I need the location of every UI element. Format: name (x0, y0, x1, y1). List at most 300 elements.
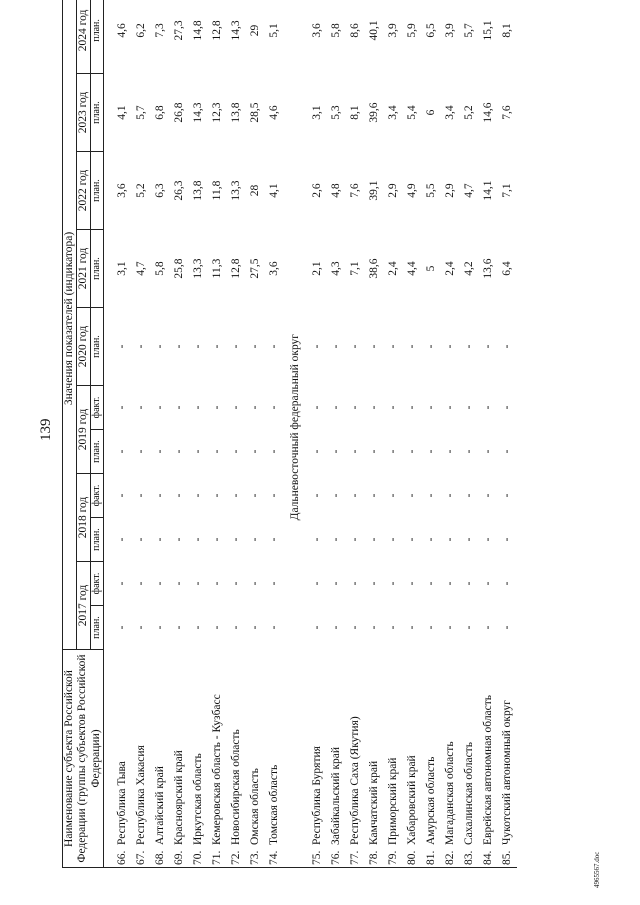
row-number: 78. (367, 850, 380, 865)
value-cell: - (210, 449, 223, 454)
value-cell: 2,1 (310, 261, 323, 276)
value-cell: - (191, 493, 204, 498)
plan-subheader: план. (91, 308, 104, 386)
value-cell: - (348, 625, 361, 630)
value-cell: 4,7 (462, 183, 475, 198)
value-cell: - (329, 625, 342, 630)
value-cell: - (310, 625, 323, 630)
value-cell: - (405, 405, 418, 410)
region-cell (151, 650, 170, 868)
row-number: 79. (386, 850, 399, 865)
region-name: Алтайский край (153, 766, 166, 845)
year-header-2017: 2017 год (77, 562, 91, 650)
value-cell: - (367, 537, 380, 542)
value-cell: - (405, 625, 418, 630)
value-cell: - (115, 625, 128, 630)
value-cell: - (191, 581, 204, 586)
value-cell: 5,9 (405, 23, 418, 38)
value-cell: - (424, 405, 437, 410)
row-number: 76. (329, 850, 342, 865)
value-cell: 4,6 (115, 23, 128, 38)
value-cell: - (329, 537, 342, 542)
value-cell: - (191, 405, 204, 410)
value-cell: 14,3 (191, 102, 204, 123)
value-cell: 5,3 (329, 105, 342, 120)
value-cell: - (210, 581, 223, 586)
value-cell: - (386, 449, 399, 454)
value-cell: 3,1 (310, 105, 323, 120)
value-cell: - (191, 344, 204, 349)
region-name: Хабаровский край (405, 755, 418, 845)
value-cell: 27,3 (172, 20, 185, 41)
region-cell (365, 650, 384, 868)
region-name: Томская область (267, 764, 280, 845)
value-cell: - (367, 449, 380, 454)
value-cell: 5,2 (134, 183, 147, 198)
value-cell: 3,1 (115, 261, 128, 276)
row-number: 69. (172, 850, 185, 865)
region-name: Республика Хакасия (134, 745, 147, 845)
value-cell: 5,4 (405, 105, 418, 120)
value-cell: - (153, 625, 166, 630)
row-number: 72. (229, 850, 242, 865)
spacer-row (103, 0, 113, 868)
year-header-2022: 2022 год (77, 152, 91, 230)
value-cell: - (367, 581, 380, 586)
row-number: 81. (424, 850, 437, 865)
value-cell: 6 (424, 109, 437, 116)
value-cell: - (134, 581, 147, 586)
footer-doc-code: 4965567.doc (593, 851, 601, 888)
value-cell: 4,7 (134, 261, 147, 276)
row-number: 83. (462, 850, 475, 865)
value-cell: 14,8 (191, 20, 204, 41)
value-cell: - (267, 625, 280, 630)
value-cell: 14,1 (481, 180, 494, 201)
region-cell (189, 650, 208, 868)
value-cell: - (443, 449, 456, 454)
value-cell: - (191, 449, 204, 454)
table-row (246, 0, 265, 868)
value-cell: - (481, 625, 494, 630)
region-cell (460, 650, 479, 868)
value-cell: - (310, 449, 323, 454)
page-number: 139 (38, 418, 54, 441)
value-cell: - (172, 581, 185, 586)
value-cell: - (153, 449, 166, 454)
row-number: 66. (115, 850, 128, 865)
value-cell: - (134, 537, 147, 542)
value-cell: - (367, 493, 380, 498)
region-cell (384, 650, 403, 868)
value-cell: 5,7 (134, 105, 147, 120)
region-name: Омская область (248, 768, 261, 845)
value-cell: 3,9 (443, 23, 456, 38)
value-cell: 25,8 (172, 258, 185, 279)
value-cell: 26,3 (172, 180, 185, 201)
value-cell: - (348, 537, 361, 542)
region-cell (246, 650, 265, 868)
value-cell: - (367, 405, 380, 410)
value-cell: - (329, 581, 342, 586)
value-cell: - (248, 449, 261, 454)
table-row (498, 0, 517, 868)
value-cell: - (481, 449, 494, 454)
value-cell: 7,1 (348, 261, 361, 276)
value-cell: - (267, 493, 280, 498)
value-cell: 14,6 (481, 102, 494, 123)
value-cell: - (405, 581, 418, 586)
table-row (208, 0, 227, 868)
value-cell: - (329, 344, 342, 349)
region-cell (208, 650, 227, 868)
value-cell: 39,1 (367, 180, 380, 201)
value-cell: 11,8 (210, 180, 223, 201)
region-name: Магаданская область (443, 741, 456, 845)
value-cell: 2,9 (386, 183, 399, 198)
value-cell: 2,9 (443, 183, 456, 198)
value-cell: - (134, 493, 147, 498)
value-cell: - (405, 493, 418, 498)
region-cell (327, 650, 346, 868)
value-cell: - (424, 581, 437, 586)
region-name: Амурская область (424, 756, 437, 845)
value-cell: 5,2 (462, 105, 475, 120)
region-name: Новосибирская область (229, 729, 242, 845)
value-cell: - (329, 405, 342, 410)
value-cell: - (229, 537, 242, 542)
value-cell: 4,4 (405, 261, 418, 276)
row-number: 68. (153, 850, 166, 865)
table-row (132, 0, 151, 868)
value-cell: - (462, 493, 475, 498)
region-name: Республика Саха (Якутия) (348, 716, 361, 845)
table-row (365, 0, 384, 868)
value-cell: 8,1 (348, 105, 361, 120)
value-cell: - (210, 625, 223, 630)
value-cell: 4,8 (329, 183, 342, 198)
value-cell: 13,6 (481, 258, 494, 279)
value-cell: 13,3 (229, 180, 242, 201)
value-cell: 3,9 (386, 23, 399, 38)
value-cell: 5,7 (462, 23, 475, 38)
value-cell: 13,8 (229, 102, 242, 123)
value-cell: - (210, 493, 223, 498)
value-cell: - (367, 344, 380, 349)
value-cell: 3,6 (115, 183, 128, 198)
value-cell: - (386, 581, 399, 586)
value-cell: - (115, 405, 128, 410)
region-name: Республика Тыва (115, 761, 128, 845)
value-cell: - (134, 625, 147, 630)
section-row (284, 0, 308, 868)
value-cell: 6,4 (500, 261, 513, 276)
value-cell: 6,2 (134, 23, 147, 38)
value-cell: - (115, 493, 128, 498)
value-cell: 11,3 (210, 258, 223, 279)
value-cell: - (500, 449, 513, 454)
value-cell: - (443, 344, 456, 349)
row-number: 71. (210, 850, 223, 865)
value-cell: 3,4 (443, 105, 456, 120)
value-cell: - (310, 493, 323, 498)
value-cell: - (310, 344, 323, 349)
value-cell: 12,8 (229, 258, 242, 279)
value-cell: - (424, 537, 437, 542)
value-cell: - (210, 344, 223, 349)
table-row (384, 0, 403, 868)
value-cell: 4,9 (405, 183, 418, 198)
value-cell: 40,1 (367, 20, 380, 41)
value-cell: - (424, 344, 437, 349)
region-cell (132, 650, 151, 868)
row-number: 84. (481, 850, 494, 865)
value-cell: 4,1 (267, 183, 280, 198)
value-cell: - (462, 405, 475, 410)
row-number: 75. (310, 850, 323, 865)
value-cell: 3,4 (386, 105, 399, 120)
plan-subheader: план. (91, 152, 104, 230)
value-cell: 27,5 (248, 258, 261, 279)
value-cell: - (500, 344, 513, 349)
value-cell: 29 (248, 24, 261, 37)
row-number: 77. (348, 850, 361, 865)
row-number: 82. (443, 850, 456, 865)
value-cell: - (229, 405, 242, 410)
value-cell: - (348, 449, 361, 454)
plan-subheader: план. (91, 606, 104, 650)
value-cell: 4,3 (329, 261, 342, 276)
value-cell: 7,6 (500, 105, 513, 120)
table-row (346, 0, 365, 868)
value-cell: - (405, 537, 418, 542)
value-cell: - (348, 493, 361, 498)
value-cell: - (348, 344, 361, 349)
year-header-2019: 2019 год (77, 386, 91, 474)
value-cell: - (443, 493, 456, 498)
value-cell: - (424, 493, 437, 498)
fact-subheader: факт. (91, 474, 104, 518)
region-cell (265, 650, 284, 868)
year-header-2020: 2020 год (77, 308, 91, 386)
row-number: 85. (500, 850, 513, 865)
region-cell (403, 650, 422, 868)
rotated-table-container (62, 9, 560, 868)
value-cell: - (153, 581, 166, 586)
value-cell: - (172, 493, 185, 498)
value-cell: 26,8 (172, 102, 185, 123)
value-cell: - (229, 344, 242, 349)
region-name: Забайкальский край (329, 746, 342, 845)
table-row (403, 0, 422, 868)
value-cell: 4,1 (115, 105, 128, 120)
value-cell: - (172, 449, 185, 454)
row-number: 74. (267, 850, 280, 865)
value-cell: 8,6 (348, 23, 361, 38)
value-cell: - (248, 344, 261, 349)
value-cell: - (153, 493, 166, 498)
value-cell: - (229, 581, 242, 586)
row-number: 80. (405, 850, 418, 865)
value-cell: - (248, 405, 261, 410)
value-cell: 13,8 (191, 180, 204, 201)
value-cell: - (386, 625, 399, 630)
value-cell: 6,3 (153, 183, 166, 198)
region-cell (479, 650, 498, 868)
table-row (479, 0, 498, 868)
value-cell: - (329, 493, 342, 498)
value-cell: - (248, 625, 261, 630)
value-cell: - (500, 581, 513, 586)
value-cell: - (348, 405, 361, 410)
plan-subheader: план. (91, 230, 104, 308)
value-cell: - (310, 405, 323, 410)
value-cell: - (229, 625, 242, 630)
value-cell: - (248, 537, 261, 542)
indicator-table (62, 0, 517, 868)
value-cell: 39,6 (367, 102, 380, 123)
value-cell: - (134, 344, 147, 349)
region-cell (346, 650, 365, 868)
section-label: Дальневосточный федеральный округ (284, 0, 308, 868)
value-cell: 13,3 (191, 258, 204, 279)
year-header-2018: 2018 год (77, 474, 91, 562)
table-row (327, 0, 346, 868)
row-number: 67. (134, 850, 147, 865)
value-cell: - (248, 493, 261, 498)
year-header-2021: 2021 год (77, 230, 91, 308)
table-row (265, 0, 284, 868)
value-cell: - (462, 581, 475, 586)
region-name: Сахалинская область (462, 742, 475, 845)
value-cell: 7,1 (500, 183, 513, 198)
value-cell: - (462, 625, 475, 630)
value-cell: - (310, 581, 323, 586)
value-cell: 3,6 (310, 23, 323, 38)
value-cell: - (443, 405, 456, 410)
value-cell: - (500, 625, 513, 630)
row-number: 70. (191, 850, 204, 865)
year-header-2023: 2023 год (77, 74, 91, 152)
value-cell: - (500, 537, 513, 542)
value-cell: 4,2 (462, 261, 475, 276)
value-cell: - (267, 344, 280, 349)
value-cell: - (172, 625, 185, 630)
value-cell: 2,6 (310, 183, 323, 198)
value-cell: - (153, 537, 166, 542)
region-cell (170, 650, 189, 868)
value-cell: - (210, 405, 223, 410)
year-header-2024: 2024 год (77, 0, 91, 74)
table-row (189, 0, 208, 868)
value-cell: - (405, 449, 418, 454)
row-number: 73. (248, 850, 261, 865)
value-cell: - (481, 581, 494, 586)
indicator-values-header: Значения показателей (индикатора) (63, 0, 77, 650)
value-cell: - (481, 405, 494, 410)
table-body (103, 0, 517, 868)
value-cell: - (267, 581, 280, 586)
value-cell: - (267, 537, 280, 542)
region-name: Республика Бурятия (310, 746, 323, 845)
value-cell: 5 (424, 265, 437, 272)
value-cell: - (172, 405, 185, 410)
value-cell: - (172, 537, 185, 542)
region-name: Чукотский автономный округ (500, 699, 513, 845)
region-name: Иркутская область (191, 753, 204, 845)
value-cell: 2,4 (443, 261, 456, 276)
region-name: Кемеровская область - Кузбасс (210, 694, 223, 845)
value-cell: - (481, 537, 494, 542)
value-cell: - (115, 344, 128, 349)
value-cell: 5,8 (329, 23, 342, 38)
plan-subheader: план. (91, 0, 104, 74)
value-cell: - (500, 493, 513, 498)
value-cell: - (386, 493, 399, 498)
region-cell (113, 650, 132, 868)
value-cell: - (443, 625, 456, 630)
region-cell (308, 650, 327, 868)
value-cell: 5,8 (153, 261, 166, 276)
value-cell: - (115, 449, 128, 454)
table-row (422, 0, 441, 868)
value-cell: - (481, 344, 494, 349)
value-cell: - (229, 449, 242, 454)
table-row (227, 0, 246, 868)
table-row (151, 0, 170, 868)
value-cell: 8,1 (500, 23, 513, 38)
fact-subheader: факт. (91, 562, 104, 606)
region-cell (422, 650, 441, 868)
value-cell: - (386, 405, 399, 410)
value-cell: - (386, 537, 399, 542)
value-cell: 12,3 (210, 102, 223, 123)
value-cell: - (424, 625, 437, 630)
value-cell: - (115, 581, 128, 586)
value-cell: - (229, 493, 242, 498)
value-cell: - (386, 344, 399, 349)
value-cell: - (310, 537, 323, 542)
table-row (460, 0, 479, 868)
value-cell: - (267, 405, 280, 410)
table-row (170, 0, 189, 868)
value-cell: - (329, 449, 342, 454)
value-cell: - (172, 344, 185, 349)
value-cell: - (248, 581, 261, 586)
value-cell: - (153, 405, 166, 410)
value-cell: - (210, 537, 223, 542)
value-cell: 28 (248, 184, 261, 197)
plan-subheader: план. (91, 74, 104, 152)
plan-subheader: план. (91, 430, 104, 474)
value-cell: 7,6 (348, 183, 361, 198)
region-name: Еврейская автономная область (481, 694, 494, 845)
value-cell: 28,5 (248, 102, 261, 123)
table-row (113, 0, 132, 868)
value-cell: - (462, 344, 475, 349)
value-cell: - (443, 537, 456, 542)
value-cell: - (462, 449, 475, 454)
value-cell: - (481, 493, 494, 498)
value-cell: 6,8 (153, 105, 166, 120)
region-name: Камчатский край (367, 760, 380, 845)
value-cell: - (191, 625, 204, 630)
fact-subheader: факт. (91, 386, 104, 430)
value-cell: 14,3 (229, 20, 242, 41)
value-cell: 12,8 (210, 20, 223, 41)
value-cell: - (191, 537, 204, 542)
value-cell: - (134, 405, 147, 410)
